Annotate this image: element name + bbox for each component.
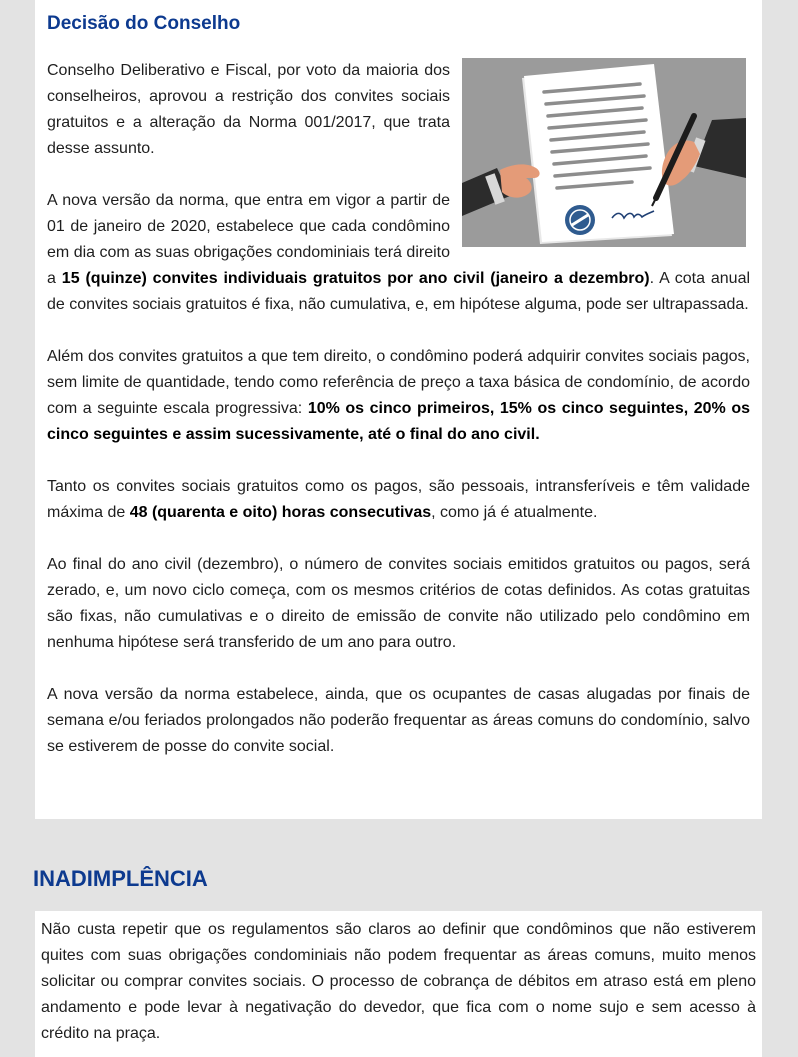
decision-paragraph-3 bbox=[47, 344, 750, 448]
decision-card bbox=[35, 0, 762, 819]
decision-paragraph-3-start: Além dos convites gratuitos a que tem direito, o condômino poderá adquirir convites sociais pagos, sem limite de quantidade, tendo como referência de preço a taxa básica de condomínio, de acordo com a seguinte escala progressiva: bbox=[47, 348, 750, 417]
decision-paragraph-5: Ao final do ano civil (dezembro), o número de convites sociais emitidos gratuitos ou pagos, será zerado, e, um novo ciclo começa, com os mesmos critérios de cotas definidos. As cotas gratuitas são fixas, não cumulativas e o direito de emissão de convite não utilizado pelo condômino em nenhuma hipótese será transferido de um ano para outro. bbox=[47, 556, 750, 651]
decision-paragraph-4-end: , como já é atualmente. bbox=[431, 504, 598, 521]
section-title-delinquency: INADIMPLÊNCIA bbox=[33, 866, 208, 891]
section-title-decision: Decisão do Conselho bbox=[47, 13, 241, 34]
document-icon bbox=[522, 64, 674, 244]
delinquency-paragraph: Não custa repetir que os regulamentos são claros ao definir que condôminos que não estiverem quites com suas obrigações condominiais não podem frequentar as áreas comuns, muito menos solicitar ou comprar convites sociais. O processo de cobrança de débitos em atraso está em pleno andamento e pode levar à negativação do devedor, que fica com o nome sujo e sem acesso à crédito na praça. bbox=[41, 921, 756, 1042]
contract-signing-illustration bbox=[462, 58, 746, 247]
free-invites-highlight: 15 (quinze) convites individuais gratuitos por ano civil (janeiro a dezembro) bbox=[61, 270, 650, 287]
decision-paragraph-6: A nova versão da norma estabelece, ainda, que os ocupantes de casas alugadas por finais de semana e/ou feriados prolongados não poderão frequentar as áreas comuns do condomínio, salvo se estiverem de posse do convite social. bbox=[47, 686, 750, 755]
decision-paragraph-4 bbox=[47, 474, 750, 526]
validity-highlight: 48 (quarenta e oito) horas consecutivas bbox=[129, 504, 432, 521]
decision-paragraph-4-start: Tanto os convites sociais gratuitos como os pagos, são pessoais, intransferíveis e têm validade máxima de bbox=[47, 478, 750, 521]
decision-paragraph-1: Conselho Deliberativo e Fiscal, por voto da maioria dos conselheiros, aprovou a restrição dos convites sociais gratuitos e a alteração da Norma 001/2017, que trata desse assunto. bbox=[47, 62, 450, 157]
decision-paragraph-2-start: A nova versão da norma, que entra em vigor a partir de 01 de janeiro de 2020, estabelece que cada condômino em dia com as suas obrigações condominiais terá direito a bbox=[47, 192, 450, 287]
decision-paragraph-2-end: . A cota anual de convites sociais gratuitos é fixa, não cumulativa, e, em hipótese alguma, pode ser ultrapassada. bbox=[47, 270, 751, 313]
price-scale-highlight: 10% os cinco primeiros, 15% os cinco seguintes, 20% os cinco seguintes e assim sucessivamente, até o final do ano civil. bbox=[47, 400, 750, 443]
delinquency-card bbox=[35, 911, 762, 1057]
seal-icon bbox=[565, 205, 595, 235]
